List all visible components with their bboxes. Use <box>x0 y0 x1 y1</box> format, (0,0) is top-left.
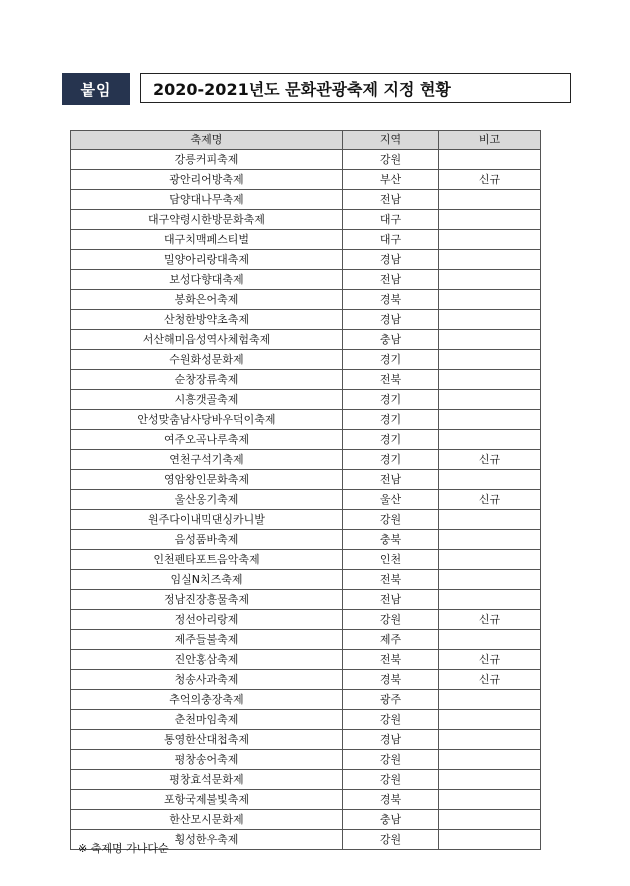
table-row <box>71 290 541 310</box>
table-row <box>71 690 541 710</box>
festival-name-cell: 서산해미읍성역사체험축제 <box>71 330 343 350</box>
festival-name-cell: 연천구석기축제 <box>71 450 343 470</box>
table-row <box>71 750 541 770</box>
table-row <box>71 790 541 810</box>
festival-name-cell: 임실N치즈축제 <box>71 570 343 590</box>
remarks-cell <box>439 310 541 330</box>
region-cell: 대구 <box>343 210 439 230</box>
region-cell: 전남 <box>343 470 439 490</box>
festival-name-cell: 강릉커피축제 <box>71 150 343 170</box>
region-cell: 강원 <box>343 750 439 770</box>
remarks-cell <box>439 190 541 210</box>
region-cell: 경기 <box>343 390 439 410</box>
table-row <box>71 250 541 270</box>
remarks-cell <box>439 590 541 610</box>
festival-name-cell: 횡성한우축제 <box>71 830 343 850</box>
table-row <box>71 810 541 830</box>
table-row <box>71 430 541 450</box>
festival-name-cell: 광안리어방축제 <box>71 170 343 190</box>
remarks-cell <box>439 630 541 650</box>
column-header-region: 지역 <box>343 131 439 150</box>
table-row <box>71 170 541 190</box>
table-row <box>71 350 541 370</box>
region-cell: 전북 <box>343 650 439 670</box>
remarks-cell <box>439 210 541 230</box>
remarks-cell: 신규 <box>439 170 541 190</box>
region-cell: 전북 <box>343 370 439 390</box>
festival-name-cell: 추억의충장축제 <box>71 690 343 710</box>
table-row <box>71 270 541 290</box>
festival-name-cell: 시흥갯골축제 <box>71 390 343 410</box>
region-cell: 광주 <box>343 690 439 710</box>
region-cell: 전남 <box>343 270 439 290</box>
remarks-cell: 신규 <box>439 610 541 630</box>
remarks-cell <box>439 330 541 350</box>
region-cell: 강원 <box>343 610 439 630</box>
region-cell: 부산 <box>343 170 439 190</box>
remarks-cell <box>439 390 541 410</box>
table-row <box>71 410 541 430</box>
remarks-cell <box>439 150 541 170</box>
festival-name-cell: 통영한산대첩축제 <box>71 730 343 750</box>
region-cell: 전남 <box>343 590 439 610</box>
festival-name-cell: 대구치맥페스티벌 <box>71 230 343 250</box>
region-cell: 인천 <box>343 550 439 570</box>
document-title: 2020-2021년도 문화관광축제 지정 현황 <box>140 73 571 103</box>
region-cell: 충남 <box>343 810 439 830</box>
table-row <box>71 630 541 650</box>
remarks-cell: 신규 <box>439 670 541 690</box>
festival-name-cell: 영암왕인문화축제 <box>71 470 343 490</box>
region-cell: 경남 <box>343 250 439 270</box>
festival-name-cell: 음성품바축제 <box>71 530 343 550</box>
festival-name-cell: 봉화은어축제 <box>71 290 343 310</box>
region-cell: 대구 <box>343 230 439 250</box>
region-cell: 경북 <box>343 290 439 310</box>
remarks-cell <box>439 550 541 570</box>
region-cell: 강원 <box>343 770 439 790</box>
region-cell: 경북 <box>343 790 439 810</box>
remarks-cell <box>439 710 541 730</box>
festival-name-cell: 대구약령시한방문화축제 <box>71 210 343 230</box>
table-row <box>71 190 541 210</box>
region-cell: 울산 <box>343 490 439 510</box>
attachment-badge: 붙임 <box>62 73 130 105</box>
remarks-cell: 신규 <box>439 650 541 670</box>
table-row <box>71 670 541 690</box>
remarks-cell <box>439 730 541 750</box>
festival-name-cell: 정선아리랑제 <box>71 610 343 630</box>
remarks-cell <box>439 270 541 290</box>
region-cell: 전남 <box>343 190 439 210</box>
festival-name-cell: 포항국제불빛축제 <box>71 790 343 810</box>
table-row <box>71 150 541 170</box>
festival-name-cell: 여주오곡나루축제 <box>71 430 343 450</box>
table-row <box>71 490 541 510</box>
region-cell: 전북 <box>343 570 439 590</box>
table-row <box>71 390 541 410</box>
remarks-cell: 신규 <box>439 490 541 510</box>
remarks-cell: 신규 <box>439 450 541 470</box>
festival-name-cell: 평창효석문화제 <box>71 770 343 790</box>
remarks-cell <box>439 530 541 550</box>
table-row <box>71 230 541 250</box>
remarks-cell <box>439 790 541 810</box>
festival-name-cell: 밀양아리랑대축제 <box>71 250 343 270</box>
festival-name-cell: 수원화성문화제 <box>71 350 343 370</box>
remarks-cell <box>439 770 541 790</box>
remarks-cell <box>439 410 541 430</box>
festival-name-cell: 안성맞춤남사당바우덕이축제 <box>71 410 343 430</box>
festival-name-cell: 순창장류축제 <box>71 370 343 390</box>
table-row <box>71 470 541 490</box>
table-row <box>71 570 541 590</box>
table-row <box>71 330 541 350</box>
remarks-cell <box>439 230 541 250</box>
table-row <box>71 310 541 330</box>
festival-name-cell: 인천펜타포트음악축제 <box>71 550 343 570</box>
remarks-cell <box>439 830 541 850</box>
column-header-festival: 축제명 <box>71 131 343 150</box>
table-row <box>71 710 541 730</box>
remarks-cell <box>439 810 541 830</box>
region-cell: 제주 <box>343 630 439 650</box>
remarks-cell <box>439 690 541 710</box>
remarks-cell <box>439 570 541 590</box>
region-cell: 경기 <box>343 430 439 450</box>
region-cell: 경기 <box>343 410 439 430</box>
table-row <box>71 730 541 750</box>
remarks-cell <box>439 430 541 450</box>
region-cell: 강원 <box>343 710 439 730</box>
festival-name-cell: 울산옹기축제 <box>71 490 343 510</box>
festival-name-cell: 평창송어축제 <box>71 750 343 770</box>
table-row <box>71 510 541 530</box>
festival-name-cell: 춘천마임축제 <box>71 710 343 730</box>
table-row <box>71 590 541 610</box>
table-row <box>71 210 541 230</box>
region-cell: 충북 <box>343 530 439 550</box>
table-row <box>71 370 541 390</box>
festival-name-cell: 진안홍삼축제 <box>71 650 343 670</box>
table-row <box>71 770 541 790</box>
festival-name-cell: 정남진장흥물축제 <box>71 590 343 610</box>
header <box>62 73 572 105</box>
table-body <box>71 150 541 850</box>
table-row <box>71 610 541 630</box>
festival-name-cell: 한산모시문화제 <box>71 810 343 830</box>
festival-name-cell: 산청한방약초축제 <box>71 310 343 330</box>
column-header-remarks: 비고 <box>439 131 541 150</box>
region-cell: 경기 <box>343 350 439 370</box>
remarks-cell <box>439 290 541 310</box>
region-cell: 강원 <box>343 150 439 170</box>
table-row <box>71 530 541 550</box>
footnote: ※ 축제명 가나다순 <box>78 842 169 855</box>
region-cell: 경기 <box>343 450 439 470</box>
festival-name-cell: 원주다이내믹댄싱카니발 <box>71 510 343 530</box>
region-cell: 충남 <box>343 330 439 350</box>
remarks-cell <box>439 750 541 770</box>
festival-name-cell: 담양대나무축제 <box>71 190 343 210</box>
table-header-row <box>71 131 541 150</box>
remarks-cell <box>439 510 541 530</box>
festival-name-cell: 청송사과축제 <box>71 670 343 690</box>
region-cell: 경북 <box>343 670 439 690</box>
remarks-cell <box>439 250 541 270</box>
festival-name-cell: 보성다향대축제 <box>71 270 343 290</box>
table-row <box>71 650 541 670</box>
region-cell: 경남 <box>343 730 439 750</box>
table-row <box>71 550 541 570</box>
table-row <box>71 450 541 470</box>
region-cell: 강원 <box>343 510 439 530</box>
remarks-cell <box>439 370 541 390</box>
region-cell: 강원 <box>343 830 439 850</box>
remarks-cell <box>439 470 541 490</box>
remarks-cell <box>439 350 541 370</box>
region-cell: 경남 <box>343 310 439 330</box>
festival-name-cell: 제주들불축제 <box>71 630 343 650</box>
festival-table <box>70 130 541 850</box>
